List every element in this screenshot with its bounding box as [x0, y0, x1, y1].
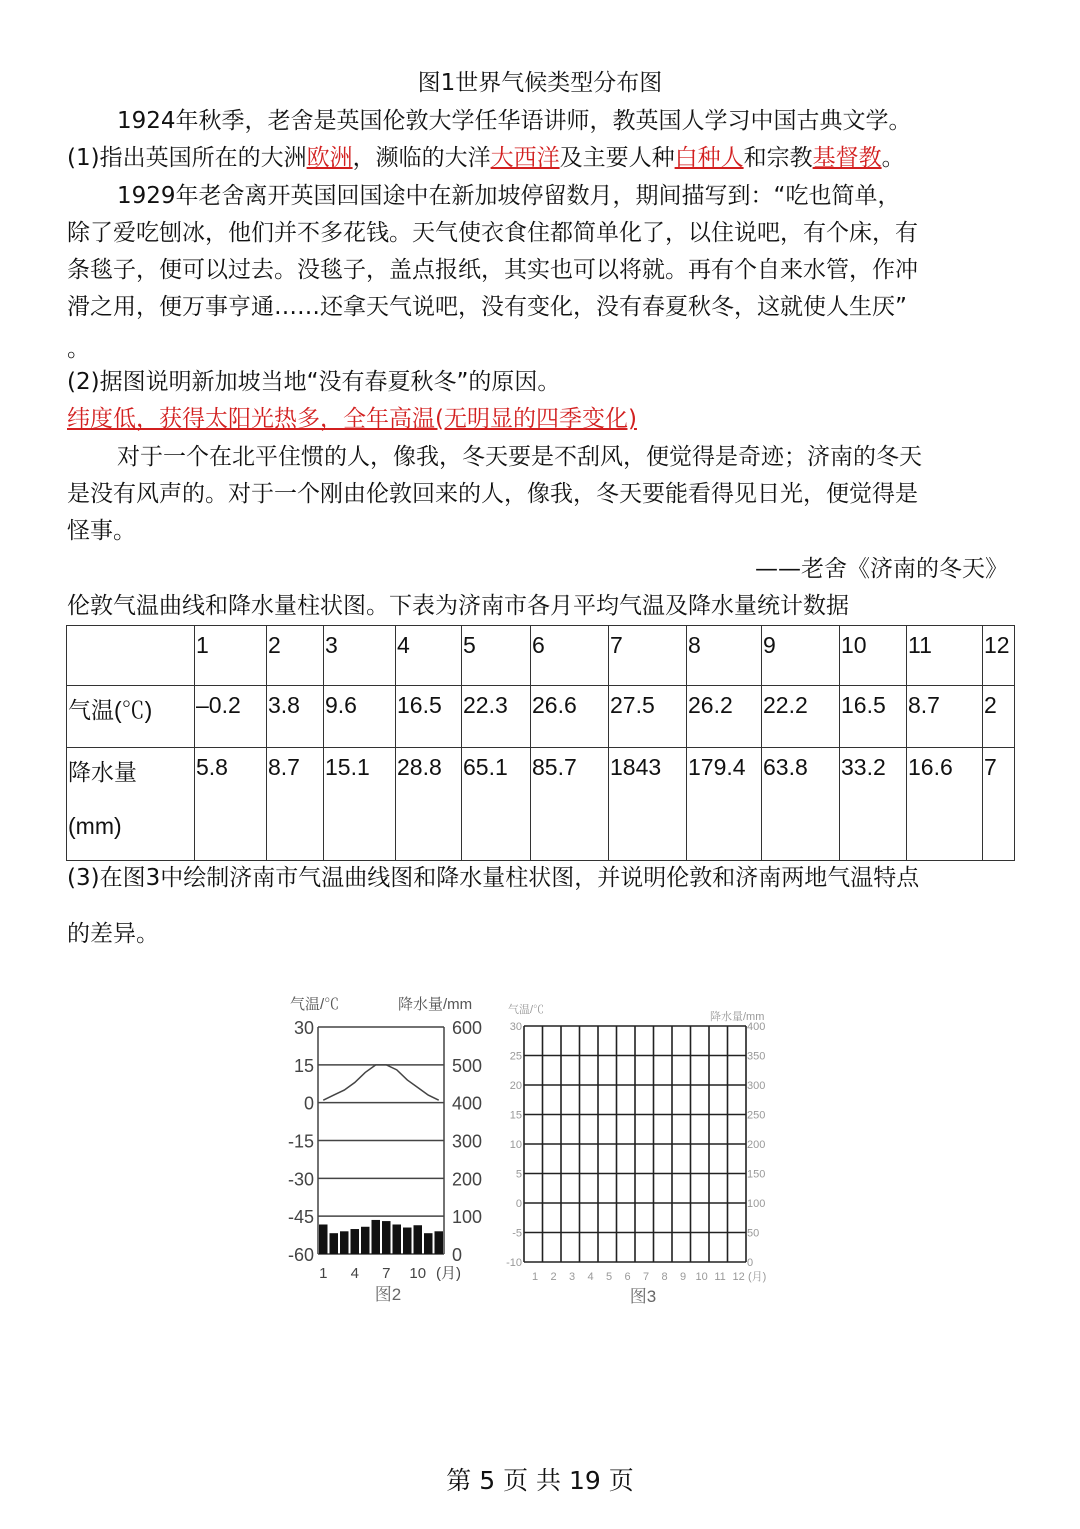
y2-tick-label: 400	[747, 1021, 766, 1033]
y-tick-label: -45	[287, 1207, 314, 1228]
y2-tick-label: 300	[747, 1080, 766, 1092]
q1-text: ，濒临的大洋	[352, 145, 491, 171]
table-cell: 8	[687, 626, 762, 686]
y2-tick-label: 400	[452, 1093, 483, 1114]
y2-tick-label: 200	[747, 1139, 766, 1151]
q1-text: 。	[881, 145, 905, 171]
precip-bar	[319, 1224, 328, 1254]
paragraph: 1924年秋季，老舍是英国伦敦大学任华语讲师，教英国人学习中国古典文学。	[117, 108, 912, 134]
table-cell: 22.2	[762, 686, 840, 748]
question-3: 的差异。	[67, 921, 159, 947]
y2-tick-label: 600	[452, 1018, 483, 1038]
table-cell: 9.6	[324, 686, 396, 748]
y2-tick-label: 200	[452, 1169, 483, 1190]
answer: 纬度低，获得太阳光热多，全年高温(无明显的四季变化)	[67, 406, 637, 432]
page-footer: 第 5 页 共 19 页	[446, 1466, 634, 1495]
y-tick-label: -60	[287, 1245, 314, 1265]
y-tick-label: -10	[506, 1257, 522, 1269]
x-tick-label: 6	[624, 1271, 631, 1283]
paragraph-line: 怪事。	[67, 518, 136, 544]
y2-tick-label: 50	[747, 1227, 760, 1240]
paragraph-line: 对于一个在北平住惯的人，像我，冬天要是不刮风，便觉得是奇迹；济南的冬天	[117, 444, 922, 470]
y-tick-label: 5	[515, 1168, 522, 1181]
y2-tick-label: 500	[452, 1055, 483, 1076]
y-tick-label: 15	[293, 1055, 314, 1076]
y2-tick-label: 100	[452, 1207, 483, 1228]
y2-axis-label: 降水量/mm	[710, 1011, 765, 1023]
table-cell: 16.6	[907, 748, 983, 861]
y2-tick-label: 0	[747, 1257, 754, 1269]
x-tick-label: 9	[680, 1271, 687, 1283]
table-cell: 63.8	[762, 748, 840, 861]
answer: 大西洋	[490, 145, 560, 171]
precip-bar	[414, 1225, 423, 1254]
y-tick-label: 15	[509, 1109, 522, 1122]
x-tick-label: 3	[569, 1271, 576, 1283]
y2-tick-label: 300	[452, 1131, 483, 1152]
table-cell: 28.8	[396, 748, 462, 861]
paragraph-line: 。	[67, 336, 90, 362]
table-cell: 15.1	[324, 748, 396, 861]
table-cell: 9	[762, 626, 840, 686]
answer: 白种人	[674, 145, 744, 171]
table-cell: 16.5	[396, 686, 462, 748]
table-cell: 26.6	[531, 686, 609, 748]
y-axis-label: 气温/℃	[290, 996, 340, 1013]
table-cell: 3	[324, 626, 396, 686]
x-tick-label: 7	[643, 1271, 650, 1283]
y-tick-label: -30	[287, 1169, 314, 1190]
y2-tick-label: 250	[747, 1109, 766, 1122]
precip-bar	[361, 1227, 370, 1254]
chart-title: 图3	[629, 1287, 657, 1306]
precip-bar	[351, 1229, 360, 1254]
figure1-caption: 图1世界气候类型分布图	[417, 70, 663, 96]
table-cell: 10	[840, 626, 907, 686]
y-tick-label: 20	[509, 1080, 522, 1092]
precip-bar	[340, 1231, 349, 1254]
chart-title: 图2	[374, 1285, 402, 1304]
table-cell: 1	[195, 626, 267, 686]
y-tick-label: 30	[509, 1021, 522, 1033]
x-tick-label: 12	[732, 1271, 745, 1283]
table-cell: 5	[462, 626, 531, 686]
x-tick-label: 2	[550, 1271, 557, 1283]
quote-source: ——老舍《济南的冬天》	[755, 556, 1008, 582]
y2-tick-label: 350	[747, 1050, 766, 1063]
table-cell: 22.3	[462, 686, 531, 748]
y-tick-label: 30	[293, 1018, 314, 1038]
question-2: (2)据图说明新加坡当地“没有春夏秋冬”的原因。	[67, 369, 561, 395]
y2-tick-label: 100	[747, 1198, 766, 1210]
y2-axis-label: 降水量/mm	[398, 996, 473, 1013]
y2-tick-label: 0	[452, 1245, 463, 1265]
table-cell: 1843	[609, 748, 687, 861]
paragraph-line: 滑之用，便万事亨通……还拿天气说吧，没有变化，没有春夏秋冬，这就使人生厌”	[67, 294, 907, 320]
precip-bar	[424, 1233, 433, 1254]
x-tick-label: 4	[350, 1265, 359, 1282]
y-tick-label: 0	[515, 1198, 522, 1210]
y-tick-label: 10	[509, 1139, 522, 1151]
table-cell: 179.4	[687, 748, 762, 861]
table-cell: 33.2	[840, 748, 907, 861]
table-cell: 11	[907, 626, 983, 686]
question-3: (3)在图3中绘制济南市气温曲线图和降水量柱状图，并说明伦敦和济南两地气温特点	[67, 865, 920, 891]
precip-bar	[330, 1233, 339, 1254]
table-cell: 7	[609, 626, 687, 686]
table-cell: 16.5	[840, 686, 907, 748]
q1-text: 和宗教	[743, 145, 813, 171]
x-tick-label: 1	[319, 1265, 328, 1282]
x-tick-label: 10	[409, 1265, 427, 1282]
paragraph-line: 条毯子，便可以过去。没毯子，盖点报纸，其实也可以将就。再有个自来水管，作冲	[67, 257, 918, 283]
y2-tick-label: 150	[747, 1168, 766, 1181]
table-cell: 65.1	[462, 748, 531, 861]
answer: 基督教	[812, 145, 882, 171]
cell-text: 降水量	[68, 759, 137, 785]
paragraph-line: 1929年老舍离开英国回国途中在新加坡停留数月，期间描写到：“吃也简单，	[117, 183, 901, 209]
x-tick-label: 10	[695, 1271, 708, 1283]
table-cell: 7	[983, 748, 1015, 861]
x-tick-label: 4	[587, 1271, 594, 1283]
x-axis-label: (月)	[436, 1265, 461, 1282]
table-cell: 气温(℃)	[67, 686, 195, 748]
precip-bar	[403, 1228, 412, 1254]
table-cell: 3.8	[267, 686, 324, 748]
temperature-curve	[323, 1065, 439, 1100]
x-tick-label: 8	[661, 1271, 668, 1283]
y-tick-label: -5	[512, 1227, 522, 1240]
y-tick-label: -15	[287, 1131, 314, 1152]
table-cell: 8.7	[267, 748, 324, 861]
q1-text: (1)指出英国所在的大洲	[67, 145, 307, 171]
y-tick-label: 25	[509, 1050, 522, 1063]
table-cell: 27.5	[609, 686, 687, 748]
table-cell: 12	[983, 626, 1015, 686]
paragraph-line: 除了爱吃刨冰，他们并不多花钱。天气使衣食住都简单化了，以住说吧，有个床，有	[67, 220, 918, 246]
table-cell: –0.2	[195, 686, 267, 748]
x-tick-label: 7	[382, 1265, 391, 1282]
cell-text: (mm)	[68, 813, 122, 839]
precip-bar	[372, 1220, 381, 1254]
table-cell: 2	[983, 686, 1015, 748]
table-cell: 2	[267, 626, 324, 686]
q1-text: 及主要人种	[559, 145, 675, 171]
x-tick-label: 11	[714, 1271, 726, 1283]
paragraph-line: 是没有风声的。对于一个刚由伦敦回来的人，像我，冬天要能看得见日光，便觉得是	[67, 481, 918, 507]
table-cell: 4	[396, 626, 462, 686]
y-axis-label: 气温/℃	[508, 1004, 545, 1016]
precip-bar	[393, 1224, 402, 1254]
table-cell: 5.8	[195, 748, 267, 861]
x-axis-label: (月)	[748, 1271, 767, 1283]
precip-bar	[382, 1221, 391, 1254]
x-tick-label: 1	[532, 1271, 539, 1283]
precip-bar	[435, 1231, 444, 1254]
table-cell: 26.2	[687, 686, 762, 748]
table-cell: 6	[531, 626, 609, 686]
table-intro: 伦敦气温曲线和降水量柱状图。下表为济南市各月平均气温及降水量统计数据	[67, 593, 849, 619]
table-cell: 85.7	[531, 748, 609, 861]
y-tick-label: 0	[303, 1093, 314, 1114]
answer: 欧洲	[306, 145, 353, 171]
x-tick-label: 5	[606, 1271, 613, 1283]
table-cell: 8.7	[907, 686, 983, 748]
